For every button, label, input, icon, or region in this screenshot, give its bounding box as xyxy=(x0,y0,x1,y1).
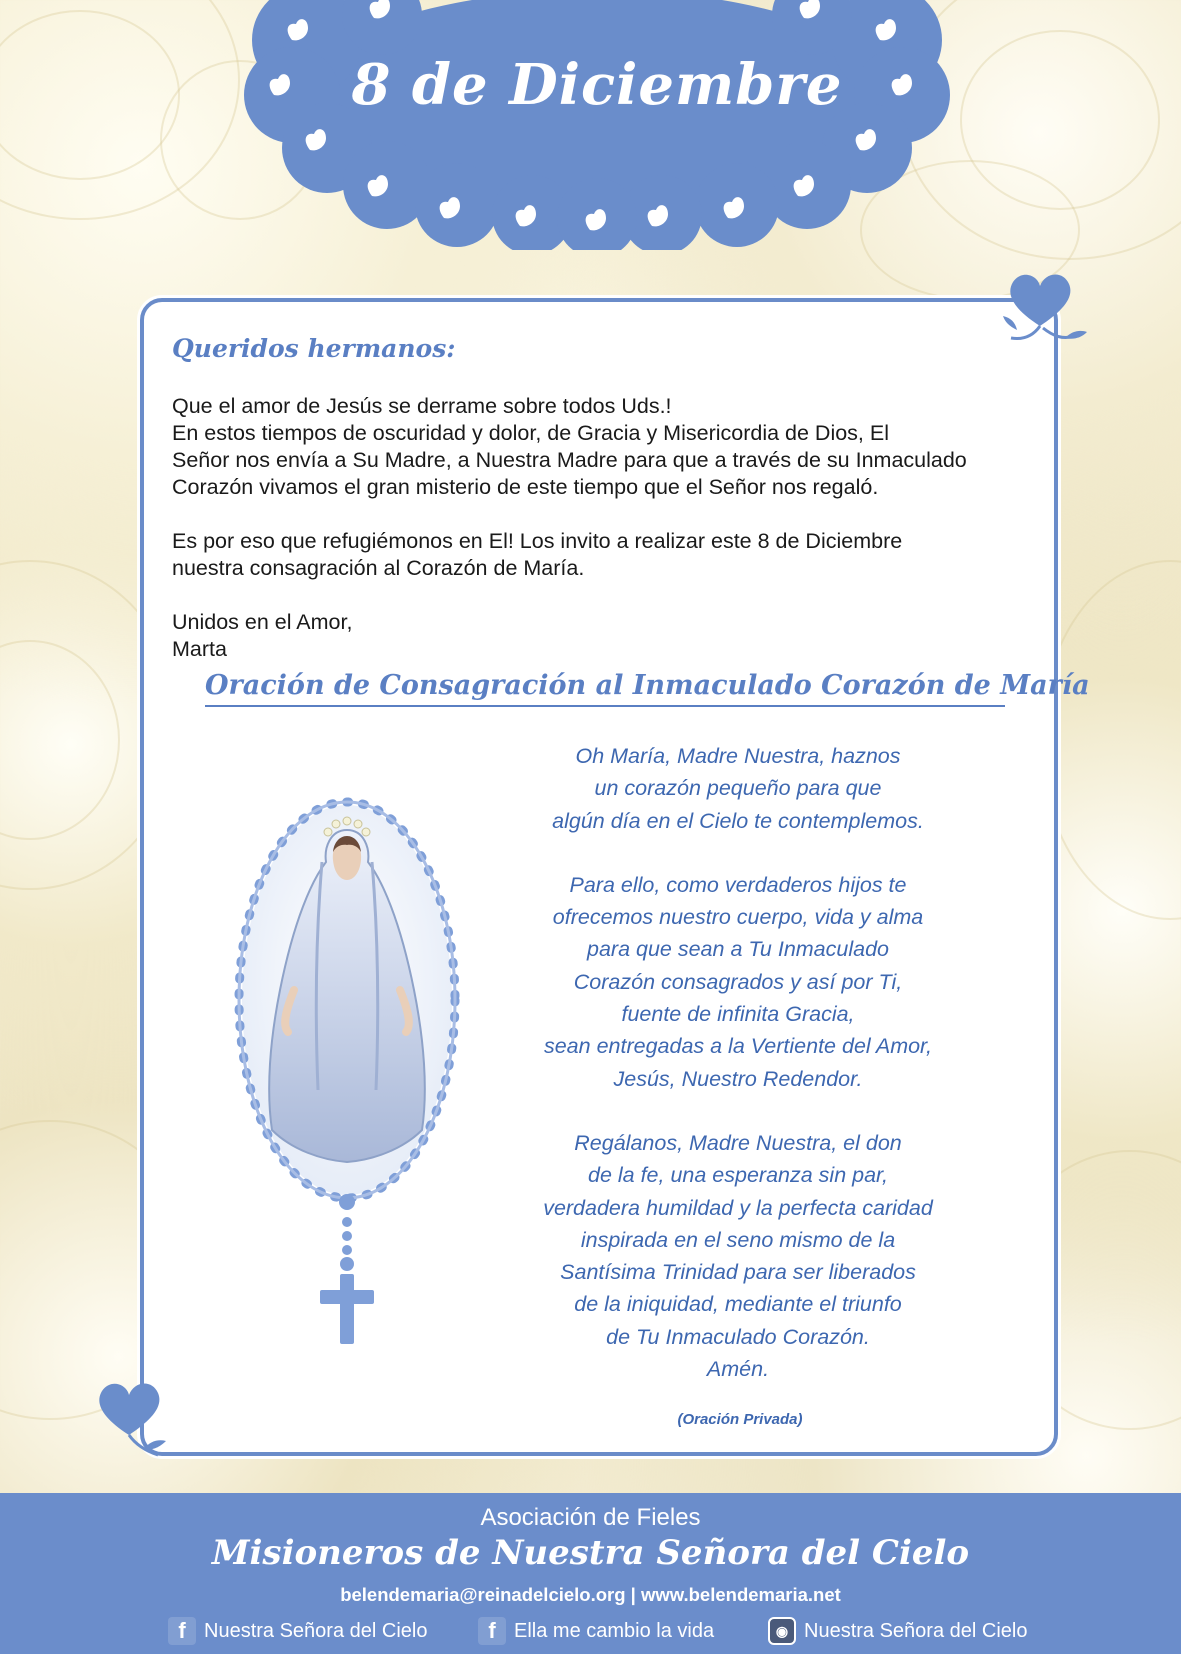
facebook-icon: f xyxy=(478,1617,506,1645)
social-link-instagram[interactable] xyxy=(768,1617,1027,1645)
prayer-stanza xyxy=(490,1127,986,1385)
prayer-line: Regálanos, Madre Nuestra, el don xyxy=(574,1130,902,1155)
page-title: 8 de Diciembre xyxy=(351,52,843,118)
letter-line: Corazón vivamos el gran misterio de este tiempo que el Señor nos regaló. xyxy=(172,475,879,499)
prayer-line: de la fe, una esperanza sin par, xyxy=(587,1163,888,1188)
prayer-line: algún día en el Cielo te contemplemos. xyxy=(552,808,924,833)
footer-name: Misioneros de Nuestra Señora del Cielo xyxy=(211,1533,970,1573)
letter-line: Es por eso que refugiémonos en El! Los invito a realizar este 8 de Diciembre xyxy=(172,529,903,553)
letter-body xyxy=(172,393,1044,690)
prayer-line: Santísima Trinidad para ser liberados xyxy=(560,1260,916,1285)
prayer-line: de la iniquidad, mediante el triunfo xyxy=(574,1292,902,1317)
heart-bottom-left-icon xyxy=(84,1375,174,1460)
letter-paragraph xyxy=(172,393,1044,501)
prayer-line: para que sean a Tu Inmaculado xyxy=(587,937,889,962)
prayer-line: un corazón pequeño para que xyxy=(594,776,882,801)
prayer-line: de Tu Inmaculado Corazón. xyxy=(606,1324,870,1349)
prayer-line: ofrecemos nuestro cuerpo, vida y alma xyxy=(552,905,924,930)
letter-line: Que el amor de Jesús se derrame sobre todos Uds.! xyxy=(172,394,672,418)
social-link-facebook-2[interactable] xyxy=(478,1617,714,1645)
social-label: Nuestra Señora del Cielo xyxy=(804,1619,1028,1642)
prayer-line: Para ello, como verdaderos hijos te xyxy=(569,872,907,897)
footer-org: Asociación de Fieles xyxy=(480,1504,701,1531)
social-label: Ella me cambio la vida xyxy=(514,1619,715,1642)
signature-name: Marta xyxy=(172,637,227,661)
prayer-text xyxy=(490,740,986,1417)
prayer-line: verdadera humildad y la perfecta caridad xyxy=(543,1195,933,1220)
prayer-line: fuente de infinita Gracia, xyxy=(621,1002,855,1027)
letter-line: nuestra consagración al Corazón de María. xyxy=(172,556,585,580)
footer xyxy=(0,1493,1181,1654)
prayer-title: Oración de Consagración al Inmaculado Corazón de María xyxy=(205,670,1005,707)
prayer-note: (Oración Privada) xyxy=(677,1411,803,1428)
social-link-facebook-1[interactable] xyxy=(168,1617,427,1645)
prayer-line: Jesús, Nuestro Redendor. xyxy=(613,1066,863,1091)
prayer-line: Corazón consagrados y así por Ti, xyxy=(573,969,903,994)
letter-paragraph xyxy=(172,528,1044,582)
letter-line: Señor nos envía a Su Madre, a Nuestra Madre para que a través de su Inmaculado xyxy=(172,448,967,472)
prayer-stanza xyxy=(490,869,986,1095)
footer-contact[interactable]: belendemaria@reinadelcielo.org | www.belendemaria.net xyxy=(340,1584,841,1605)
prayer-line: inspirada en el seno mismo de la xyxy=(580,1227,896,1252)
prayer-amen: Amén. xyxy=(706,1357,770,1382)
footer-social xyxy=(168,1617,1068,1651)
prayer-line: Oh María, Madre Nuestra, haznos xyxy=(575,744,901,768)
prayer-line: sean entregadas a la Vertiente del Amor, xyxy=(543,1034,933,1059)
header-badge xyxy=(232,0,962,250)
virgin-mary-rosary-image xyxy=(222,790,472,1350)
social-label: Nuestra Señora del Cielo xyxy=(204,1619,428,1642)
letter-line: Unidos en el Amor, xyxy=(172,610,353,634)
greeting: Queridos hermanos: xyxy=(172,334,456,363)
facebook-icon: f xyxy=(168,1617,196,1645)
instagram-icon: ◉ xyxy=(768,1617,796,1645)
letter-line: En estos tiempos de oscuridad y dolor, de Gracia y Misericordia de Dios, El xyxy=(172,421,889,445)
heart-top-right-icon xyxy=(995,270,1095,350)
letter-signature xyxy=(172,609,1044,663)
prayer-stanza xyxy=(490,740,986,837)
